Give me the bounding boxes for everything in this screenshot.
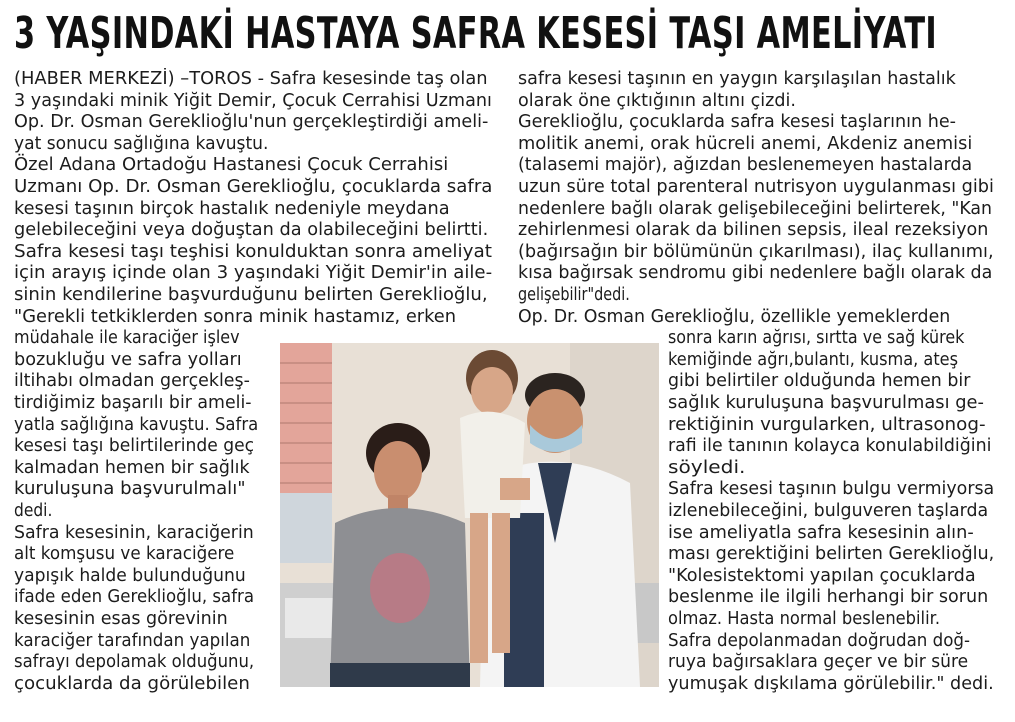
text-line: Uzmanı Op. Dr. Osman Gereklioğlu, çocuklarda safra [14, 177, 493, 197]
text-line: rektiğinin vurgularken, ultrasonog- [668, 414, 986, 435]
text-line: kemiğinde ağrı,bulantı, kusma, ateş [668, 349, 959, 370]
text-line: (bağırsağın bir bölümünün çıkarılması), ilaç kullanımı, [518, 241, 994, 262]
text-line: bozukluğu ve safra yolları [14, 349, 242, 370]
text-line: uzun süre total parenteral nutrisyon uygulanması gibi [518, 177, 994, 197]
text-line: kesesi taşının birçok hastalık nedeniyle meydana [14, 198, 450, 219]
text-line: olarak öne çıktığının altını çizdi. [518, 90, 796, 111]
text-line: (talasemi majör), ağızdan beslenemeyen hastalarda [518, 155, 973, 176]
text-line: "Kolesistektomi yapılan çocuklarda [668, 565, 976, 586]
text-line: izlenebileceğini, bulguveren taşlarda [668, 501, 989, 521]
text-line: kuruluşuna başvurulmalı" [14, 479, 246, 500]
text-line: sinin kendilerine başvurduğunu belirten Gereklioğlu, [14, 285, 488, 305]
text-line: yat sonucu sağlığına kavuştu. [14, 133, 269, 154]
text-line: "Gerekli tetkiklerden sonra minik hastamız, erken [14, 306, 457, 327]
text-line: molitik anemi, orak hücreli anemi, Akdeniz anemisi [518, 133, 973, 154]
text-line: çocuklarda da görülebilen [14, 673, 250, 694]
text-line: kalmadan hemen bir sağlık [14, 457, 250, 478]
text-line: sonra karın ağrısı, sırtta ve sağ kürek [668, 328, 965, 349]
text-line: beslenme ile ilgili herhangi bir sorun [668, 587, 989, 608]
text-line: Gereklioğlu, çocuklarda safra kesesi taşlarının he- [518, 112, 957, 133]
headline: 3 YAŞINDAKİ HASTAYA SAFRA KESESİ TAŞI AMELİYATI [14, 8, 938, 59]
text-line: gelişebilir"dedi. [518, 285, 630, 305]
text-line: Op. Dr. Osman Gerekli̇oğlu'nun gerçekleştirdiği ameli- [14, 112, 489, 133]
text-line: kısa bağırsak sendromu gibi nedenlere bağlı olarak da [518, 263, 993, 284]
text-line: Op. Dr. Osman Gereklioğlu, özellikle yemeklerden [518, 306, 951, 327]
text-line: gelebileceğini veya doğuştan da olabileceğini belirtti. [14, 220, 489, 241]
text-line: safrayı depolamak olduğunu, [14, 652, 255, 673]
text-line: için arayış içinde olan 3 yaşındaki Yiğit Demir'in aile- [14, 263, 493, 284]
text-line: olmaz. Hasta normal beslenebilir. [668, 609, 941, 629]
text-line: kesesi taşı belirtilerinde geç [14, 436, 255, 457]
text-line: (HABER MERKEZİ) –TOROS - Safra kesesinde taş olan [14, 69, 488, 89]
text-line: müdahale ile karaciğer işlev [14, 328, 240, 349]
article-photo [280, 343, 659, 687]
text-line: zehirlenmesi olarak da bilinen sepsis, ileal rezeksiyon [518, 220, 989, 241]
text-line: Safra kesesi taşı teşhisi konulduktan sonra ameliyat [14, 241, 492, 262]
text-line: 3 yaşındaki minik Yiğit Demir, Çocuk Cerrahisi Uzmanı [14, 90, 492, 111]
text-line: Safra kesesi taşının bulgu vermiyorsa [668, 479, 995, 500]
text-line: Safra kesesinin, karaciğerin [14, 522, 254, 543]
text-line: safra kesesi taşının en yaygın karşılaşılan hastalık [518, 69, 956, 89]
text-line: Özel Adana Ortadoğu Hastanesi Çocuk Cerrahisi [14, 155, 449, 176]
text-line: ifade eden Gereklioğlu, safra [14, 587, 255, 608]
text-line: yapışık halde bulunduğunu [14, 565, 246, 586]
text-line: söyledi. [668, 457, 746, 478]
text-line: iltihabı olmadan gerçekleş- [14, 371, 250, 392]
photo-illustration [280, 343, 659, 687]
text-line: gibi belirtiler olduğunda hemen bir [668, 371, 971, 392]
text-line: yatla sağlığına kavuştu. Safra [14, 414, 259, 435]
text-line: kesesinin esas görevinin [14, 609, 228, 629]
text-line: ması gerektiğini belirten Gereklioğlu, [668, 544, 995, 565]
text-line: ruya bağırsaklara geçer ve bir süre [668, 652, 969, 673]
text-line: dedi. [14, 501, 53, 521]
text-line: karaciğer tarafından yapılan [14, 630, 251, 651]
text-line: ise ameliyatla safra kesesinin alın- [668, 522, 974, 543]
text-line: nedenlere bağlı olarak gelişebileceğini belirterek, "Kan [518, 198, 992, 219]
text-line: yumuşak dışkılama görülebilir." dedi. [668, 673, 994, 694]
text-line: tirdiğimiz başarılı bir ameli- [14, 393, 252, 413]
text-line: alt komşusu ve karaciğere [14, 544, 235, 565]
text-line: rafi ile tanının kolayca konulabildiğini [668, 436, 992, 457]
text-line: sağlık kuruluşuna başvurulması ge- [668, 393, 984, 413]
text-line: Safra depolanmadan doğrudan doğ- [668, 630, 971, 651]
